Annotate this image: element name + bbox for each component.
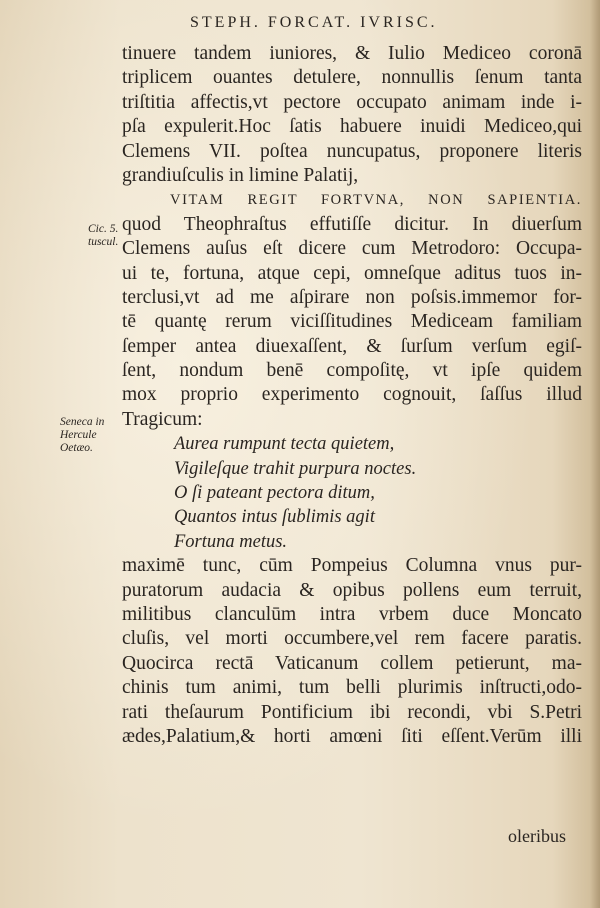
verse-line: Vigileſque trahit purpura noctes. (174, 458, 417, 479)
text-line: triſtitia affectis,vt pectore occupato animam inde i- (122, 91, 582, 113)
text-line: Tragicum: (122, 408, 203, 430)
verse-line: Fortuna metus. (174, 531, 288, 552)
text-line: quod Theophraſtus effutiſſe dicitur. In diuerſum (122, 213, 582, 235)
running-head: STEPH. FORCAT. IVRISC. (190, 14, 438, 31)
text-line: chinis tum animi, tum belli plurimis inſtructi,odo- (122, 677, 582, 699)
main-text (122, 42, 582, 749)
margin-note-line: Oetæo. (60, 442, 93, 454)
text-line: maximē tunc, cūm Pompeius Columna vnus pur- (122, 555, 582, 577)
margin-note-line: Hercule (60, 429, 97, 441)
margin-note-seneca (60, 416, 104, 455)
text-line: Quocirca rectā Vaticanum collem petierunt, ma- (122, 652, 582, 674)
margin-note-line: tuscul. (88, 236, 119, 248)
text-line: cluſis, vel morti occumbere,vel rem facere paratis. (122, 628, 582, 650)
text-line: militibus clanculūm intra vrbem duce Moncato (122, 603, 582, 625)
text-line: tē quantę rerum viciſſitudines Mediceam familiam (122, 311, 582, 333)
margin-note-cicero (88, 223, 118, 249)
margin-note-line: Seneca in (60, 416, 105, 428)
text-line: ui te, fortuna, atque cepi, omneſque aditus tuos in- (122, 262, 582, 284)
text-line: pſa expulerit.Hoc ſatis habuere inuidi Mediceo,qui (122, 116, 582, 138)
verse-line: Quantos intus ſublimis agit (174, 507, 375, 528)
text-line: tinuere tandem iuniores, & Iulio Mediceo coronā (122, 43, 582, 64)
verse-line: Aurea rumpunt tecta quietem, (174, 434, 395, 455)
text-line: rati theſaurum Pontificium ibi recondi, vbi S.Petri (122, 701, 582, 723)
page-edge-shadow (590, 0, 600, 908)
verse-line: O ſi pateant pectora ditum, (174, 483, 375, 504)
motto-line: VITAM REGIT FORTVNA, NON SAPIENTIA. (170, 192, 582, 209)
text-line: ſemper antea diuexaſſent, & ſurſum verſum egiſ- (122, 335, 582, 357)
margin-note-line: Cic. 5. (88, 223, 119, 235)
catchword: oleribus (508, 826, 566, 846)
text-line: grandiuſculis in limine Palatij, (122, 164, 359, 186)
text-line: mox proprio experimento cognouit, ſaſſus illud (122, 384, 582, 406)
text-line: Clemens auſus eſt dicere cum Metrodoro: Occupa- (122, 238, 582, 260)
text-line: ſent, nondum benē compoſitę, vt ipſe quidem (122, 360, 582, 382)
text-line: Clemens VII. poſtea nuncupatus, proponere literis (122, 140, 582, 162)
text-line: terclusi,vt ad me aſpirare non poſsis.immemor for- (122, 286, 582, 308)
verse-quote (122, 432, 582, 554)
text-line: ædes,Palatium,& horti amœni ſiti eſſent.Verūm illi (122, 725, 582, 747)
text-line: puratorum audacia & opibus pollens eum terruit, (122, 579, 582, 601)
text-line: triplicem ouantes detulere, nonnullis ſenum tanta (122, 67, 582, 89)
